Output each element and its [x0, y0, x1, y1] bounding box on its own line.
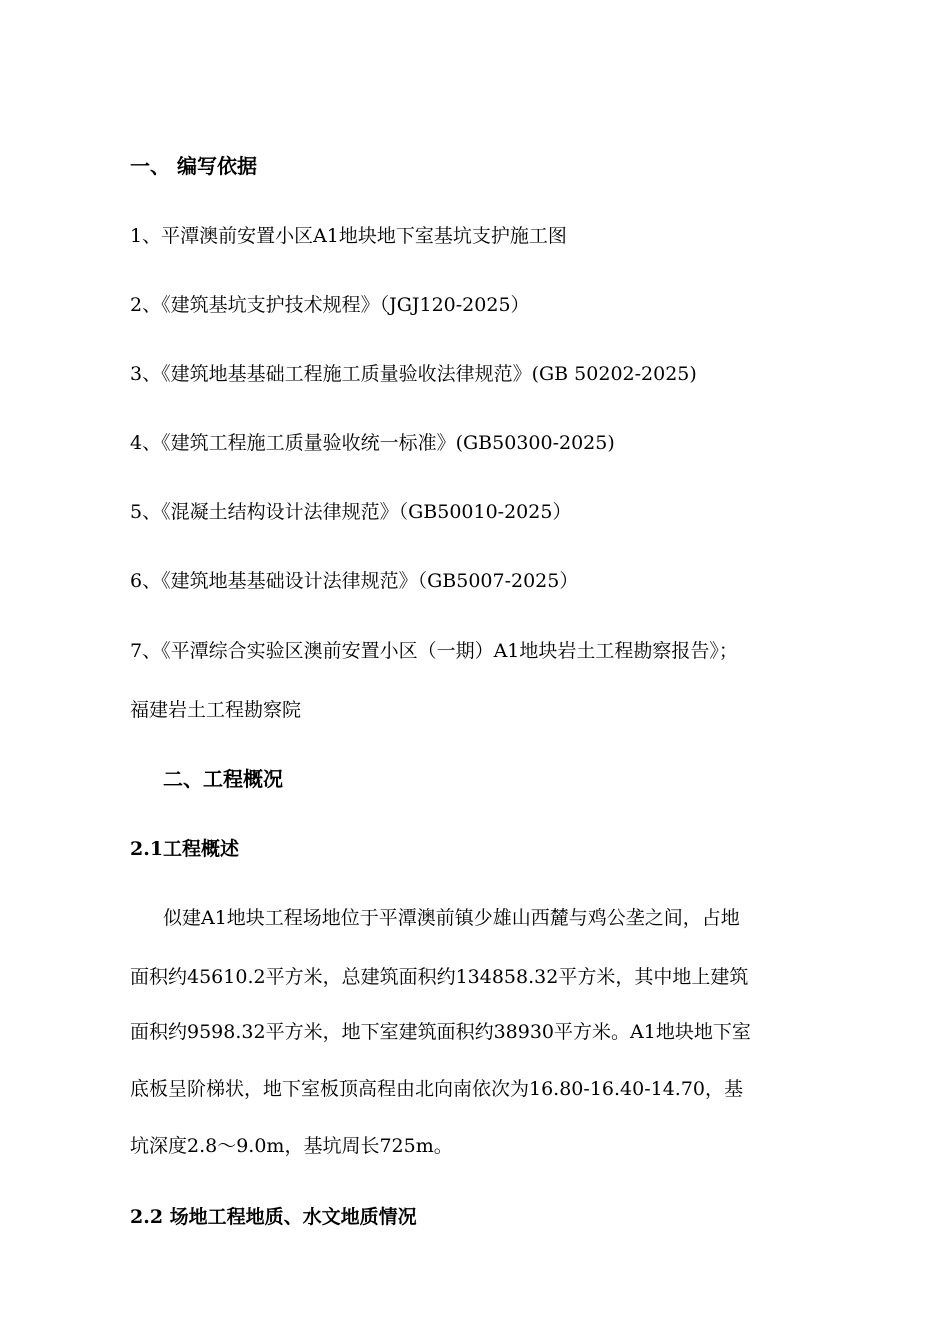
reference-item: 5、《混凝土结构设计法律规范》（GB50010-2025）: [130, 501, 572, 523]
section-heading: 二、工程概况: [163, 767, 283, 791]
reference-item-continuation: 福建岩土工程勘察院: [130, 699, 302, 721]
reference-item: 1、平潭澳前安置小区A1地块地下室基坑支护施工图: [130, 225, 567, 247]
subsection-heading: 2.2 场地工程地质、水文地质情况: [130, 1206, 417, 1228]
reference-item: 7、《平潭综合实验区澳前安置小区（一期）A1地块岩土工程勘察报告》；: [130, 640, 738, 662]
reference-item: 2、《建筑基坑支护技术规程》（JGJ120-2025）: [130, 294, 530, 316]
paragraph-line: 面积约45610.2平方米，总建筑面积约134858.32平方米，其中地上建筑: [130, 966, 749, 988]
paragraph-line: 面积约9598.32平方米，地下室建筑面积约38930平方米。A1地块地下室: [130, 1021, 751, 1043]
reference-item: 3、《建筑地基基础工程施工质量验收法律规范》(GB 50202-2025): [130, 363, 697, 385]
paragraph-line: 底板呈阶梯状，地下室板顶高程由北向南依次为16.80-16.40-14.70，基: [130, 1078, 744, 1100]
reference-item: 4、《建筑工程施工质量验收统一标准》(GB50300-2025): [130, 432, 615, 454]
reference-item: 6、《建筑地基基础设计法律规范》（GB5007-2025）: [130, 570, 579, 592]
subsection-heading: 2.1工程概述: [130, 838, 240, 860]
section-heading: 一、 编写依据: [130, 154, 257, 178]
paragraph-line: 似建A1地块工程场地位于平潭澳前镇少雄山西麓与鸡公垄之间，占地: [163, 907, 740, 929]
paragraph-line: 坑深度2.8～9.0m，基坑周长725m。: [130, 1135, 453, 1157]
